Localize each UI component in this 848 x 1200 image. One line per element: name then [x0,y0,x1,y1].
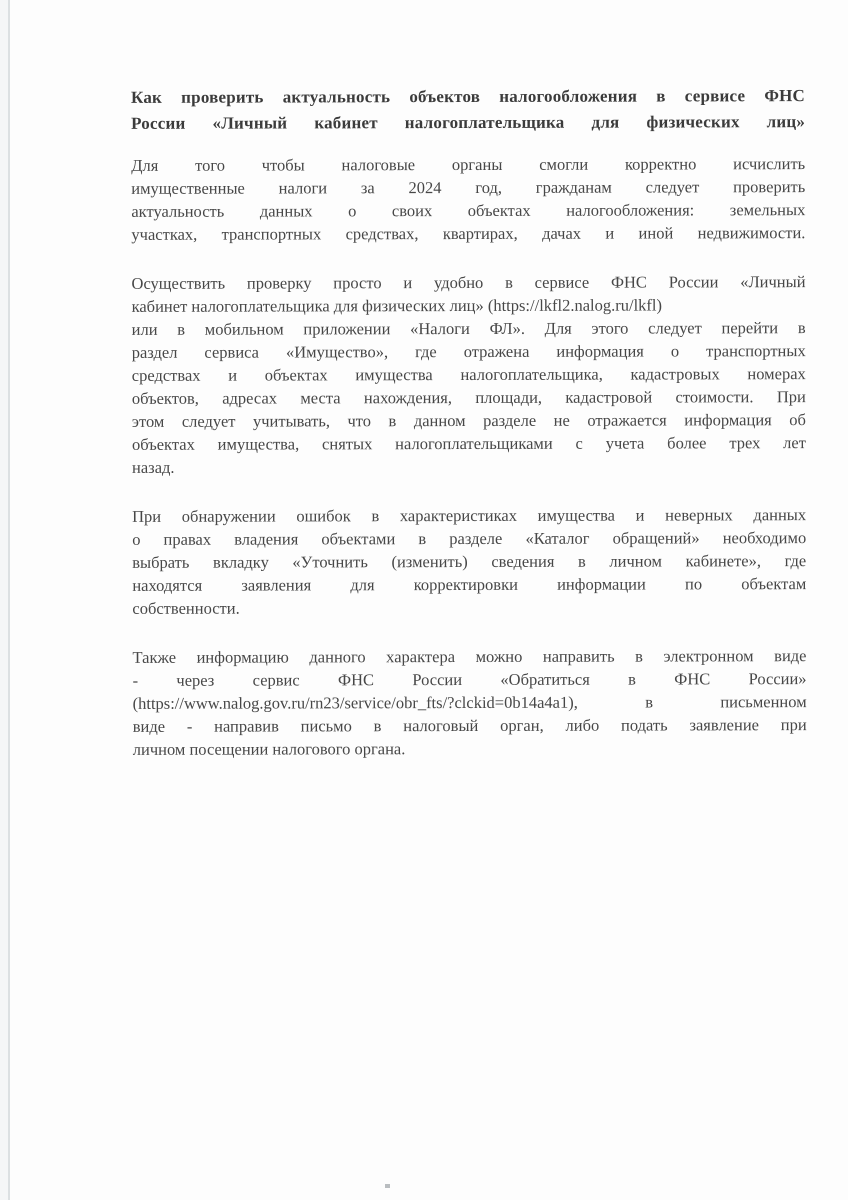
text-line: кабинет налогоплательщика для физических лиц» (https://lkfl2.nalog.ru/lkfl) [131,295,663,316]
paragraph [131,152,805,246]
document-content [131,83,807,761]
scan-speck [385,1184,390,1188]
text-line: имущественные налоги за 2024 год, гражданам следует проверить [131,177,806,198]
text-line: (https://www.nalog.gov.ru/rn23/service/obr_fts/?clckid=0b14a4a1), в письменном [132,692,807,713]
text-line: участках, транспортных средствах, квартирах, дачах и иной недвижимости. [131,223,806,244]
text-line: средствах и объектах имущества налогоплательщика, кадастровых номерах [131,364,806,385]
text-line: Также информацию данного характера можно направить в электронном виде [132,646,807,667]
text-line: этом следует учитывать, что в данном разделе не отражается информация об [131,410,806,431]
paragraph [132,503,806,620]
paragraph [132,644,806,761]
text-line: личном посещении налогового органа. [132,739,406,759]
text-line: - через сервис ФНС России «Обратиться в ФНС России» [132,669,807,690]
text-line: собственности. [132,598,240,618]
text-line: о правах владения объектами в разделе «Каталог обращений» необходимо [132,528,807,549]
text-line: России «Личный кабинет налогоплательщика для физических лиц» [131,112,806,133]
text-line: Для того чтобы налоговые органы смогли корректно исчислить [131,154,806,175]
document-title [131,83,805,137]
text-line: назад. [131,457,175,477]
paragraph [131,270,806,479]
paper-edge-line [8,0,10,1200]
scan-edge-shadow [0,0,8,1200]
text-line: При обнаружении ошибок в характеристиках имущества и неверных данных [132,505,807,526]
text-line: виде - направив письмо в налоговый орган, либо подать заявление при [132,715,807,736]
text-line: находятся заявления для корректировки информации по объектам [132,574,807,595]
text-line: объектов, адресах места нахождения, площади, кадастровой стоимости. При [131,387,806,408]
text-line: Как проверить актуальность объектов налогообложения в сервисе ФНС [131,86,806,107]
text-line: раздел сервиса «Имущество», где отражена информация о транспортных [131,341,806,362]
text-line: актуальность данных о своих объектах налогообложения: земельных [131,200,806,221]
text-line: Осуществить проверку просто и удобно в сервисе ФНС России «Личный [131,272,806,293]
document-body [131,152,807,761]
text-line: выбрать вкладку «Уточнить (изменить) сведения в личном кабинете», где [132,551,807,572]
text-line: объектах имущества, снятых налогоплательщиками с учета более трех лет [131,433,806,454]
text-line: или в мобильном приложении «Налоги ФЛ». Для этого следует перейти в [131,318,806,339]
